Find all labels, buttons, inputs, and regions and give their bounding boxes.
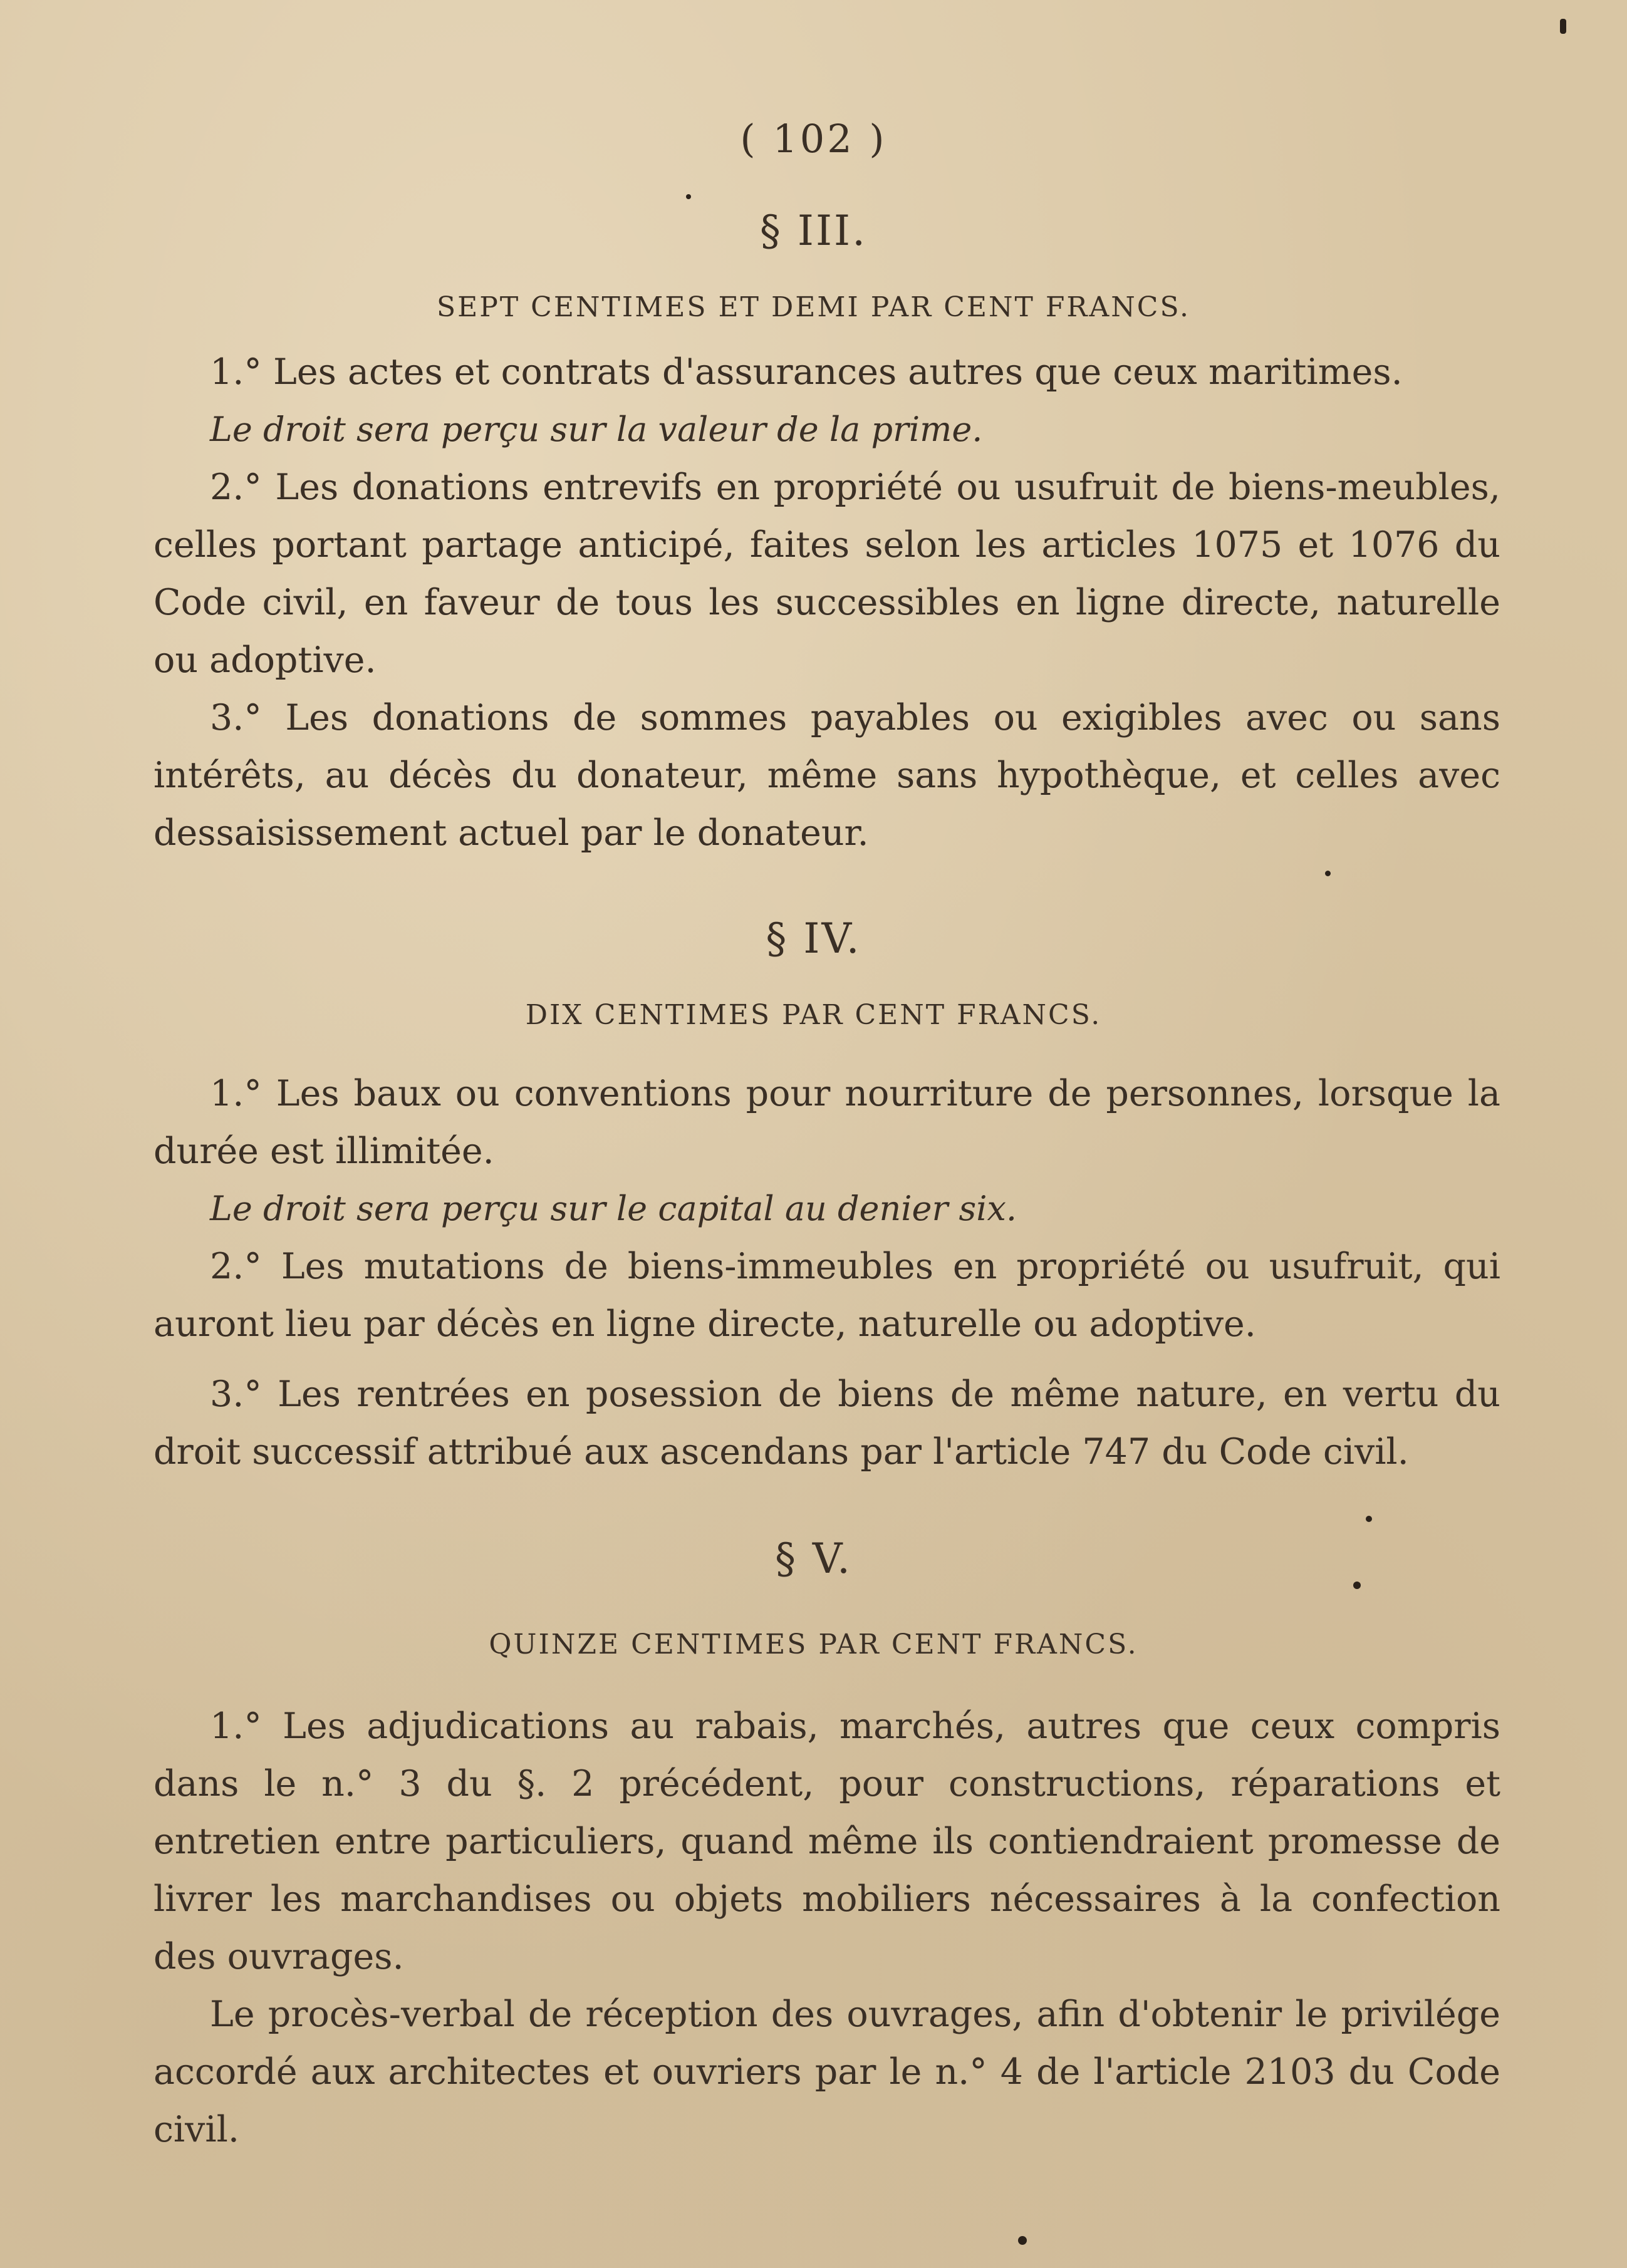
page-number: ( 102 ) <box>740 116 887 162</box>
entry-iv-1: 1.° Les baux ou conventions pour nourriture de personnes, lorsque la durée est illimitée. <box>153 1073 1500 1172</box>
entry-iii-2: 2.° Les donations entrevifs en propriété ou usufruit de biens-meubles, celles portant partage anticipé, faites selon les articles 1075 et 1076 du Code civil, en faveur de tous les successibles en ligne directe, naturelle ou adoptive. <box>153 467 1500 681</box>
section-heading-v: QUINZE CENTIMES PAR CENT FRANCS. <box>489 1629 1138 1660</box>
section-body-iv <box>153 1065 1500 1481</box>
section-symbol-v: § V. <box>774 1535 853 1583</box>
section-body-iii <box>153 343 1500 862</box>
section-heading-iii: SEPT CENTIMES ET DEMI PAR CENT FRANCS. <box>436 291 1191 323</box>
entry-v-2: Le procès-verbal de réception des ouvrages, afin d'obtenir le privilége accordé aux architectes et ouvriers par le n.° 4 de l'article 2103 du Code civil. <box>153 1994 1500 2150</box>
paper-speck <box>1560 19 1566 34</box>
section-body-v <box>153 1697 1500 2158</box>
note-iii-1: Le droit sera perçu sur la valeur de la prime. <box>210 410 983 449</box>
section-symbol-iv: § IV. <box>766 914 861 963</box>
paper-speck <box>1325 871 1331 876</box>
note-iv-1: Le droit sera perçu sur le capital au denier six. <box>210 1189 1017 1228</box>
entry-iii-3: 3.° Les donations de sommes payables ou exigibles avec ou sans intérêts, au décès du donateur, même sans hypothèque, et celles avec dessaisissement actuel par le donateur. <box>153 697 1500 854</box>
paper-speck <box>1353 1582 1361 1589</box>
paper-speck <box>1018 2236 1027 2245</box>
entry-iv-3: 3.° Les rentrées en posession de biens de même nature, en vertu du droit successif attribué aux ascendans par l'article 747 du Code civil. <box>153 1374 1500 1473</box>
paper-speck <box>686 194 691 199</box>
entry-v-1: 1.° Les adjudications au rabais, marchés, autres que ceux compris dans le n.° 3 du §. 2 précédent, pour constructions, réparations et entretien entre particuliers, quand même ils contiendraient promesse de livrer les marchandises ou objets mobiliers nécessaires à la confection des ouvrages. <box>153 1706 1500 1977</box>
section-heading-iv: DIX CENTIMES PAR CENT FRANCS. <box>525 999 1102 1031</box>
entry-iv-2: 2.° Les mutations de biens-immeubles en propriété ou usufruit, qui auront lieu par décès en ligne directe, naturelle ou adoptive. <box>153 1246 1500 1345</box>
paper-speck <box>1366 1516 1372 1522</box>
section-symbol-iii: § III. <box>759 207 868 255</box>
entry-iii-1: 1.° Les actes et contrats d'assurances autres que ceux maritimes. <box>210 351 1403 393</box>
